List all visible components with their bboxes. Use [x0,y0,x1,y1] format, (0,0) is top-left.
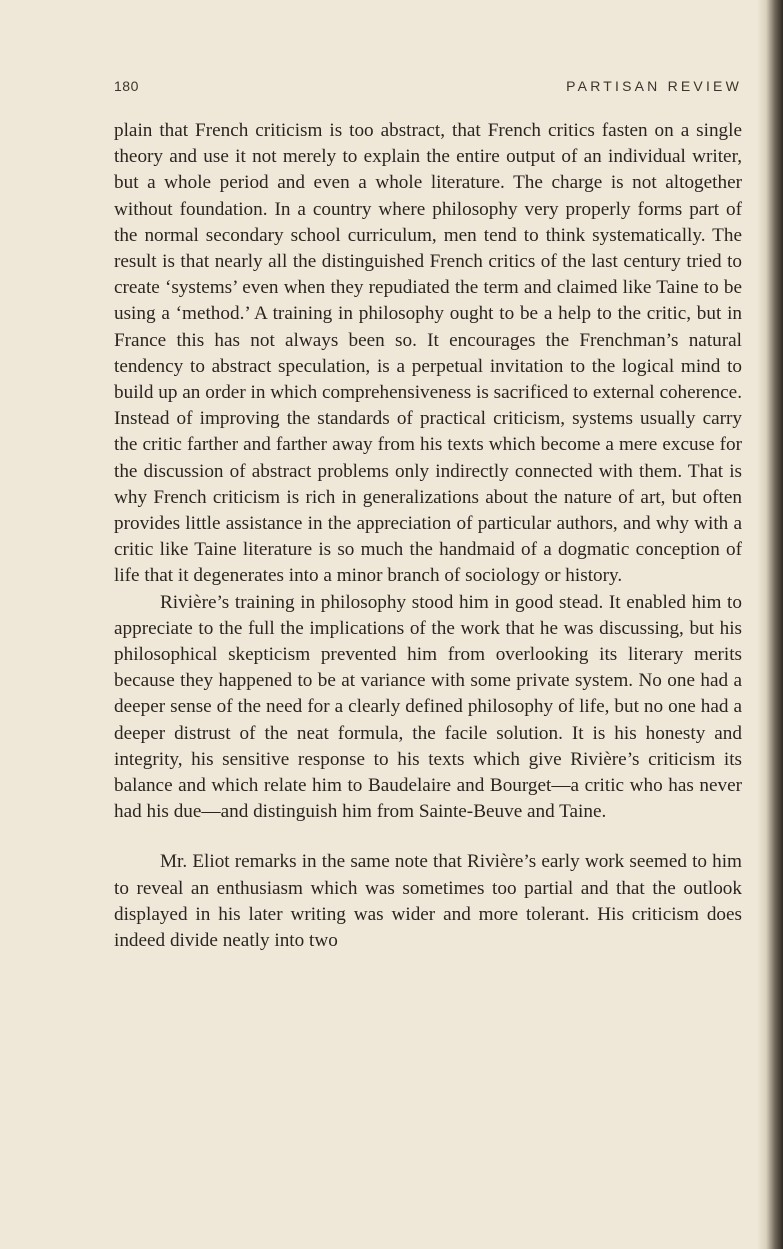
paragraph-2: Rivière’s training in philosophy stood him in good stead. It enabled him to appreciate to the full the implications of the work that he was discussing, but his philosophical skepticism prevented him from overlooking its literary merits because they happened to be at variance with some private system. No one had a deeper sense of the need for a clearly defined philosophy of life, but no one had a deeper distrust of the neat formula, the facile solution. It is his honesty and integrity, his sensitive response to his texts which give Rivière’s criticism its balance and which relate him to Baudelaire and Bourget—a critic who has never had his due—and distinguish him from Sainte-Beuve and Taine. [114,591,742,823]
running-head: PARTISAN REVIEW [566,78,742,94]
page-header [114,78,742,100]
page-edge-shadow [757,0,783,1249]
section-break [114,825,742,849]
body-text [114,118,742,954]
paragraph-1: plain that French criticism is too abstract, that French critics fasten on a single theory and use it not merely to explain the entire output of an individual writer, but a whole period and even a whole literature. The charge is not altogether without foundation. In a country where philosophy very properly forms part of the normal secondary school curriculum, men tend to think systematically. The result is that nearly all the distinguished French critics of the last century tried to create ‘systems’ even when they repudiated the term and claimed like Taine to be using a ‘method.’ A training in philosophy ought to be a help to the critic, but in France this has not always been so. It encourages the Frenchman’s natural tendency to abstract speculation, is a perpetual invitation to the logical mind to build up an order in which comprehensiveness is sacrificed to external coherence. Instead of improving the standards of practical criticism, systems usually carry the critic farther and farther away from his texts which become a mere excuse for the discussion of abstract problems only indirectly connected with them. That is why French criticism is rich in generalizations about the nature of art, but often provides little assistance in the appreciation of particular authors, and why with a critic like Taine literature is so much the handmaid of a dogmatic conception of life that it degenerates into a minor branch of sociology or history. [114,120,742,587]
page-number: 180 [114,78,139,94]
paragraph-3: Mr. Eliot remarks in the same note that Rivière’s early work seemed to him to reveal an enthusiasm which was sometimes too partial and that the outlook displayed in his later writing was wider and more tolerant. His criticism does indeed divide neatly into two [114,851,742,952]
